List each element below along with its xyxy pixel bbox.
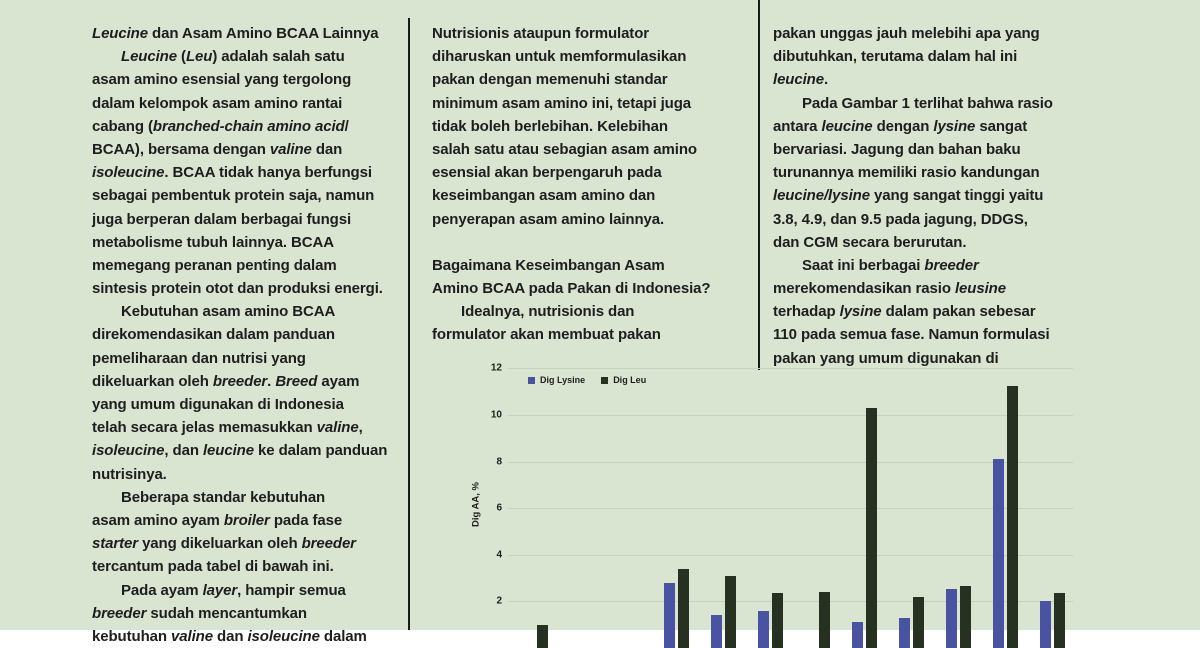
article-text-line: 110 pada semua fase. Namun formulasi (773, 326, 1050, 344)
article-text-line: sebagai pembentuk protein saja, namun (92, 187, 375, 205)
article-text-line: esensial akan berpengaruh pada (432, 164, 662, 182)
chart-y-axis-label: Dig AA, % (470, 481, 482, 528)
article-column-2 (432, 22, 752, 347)
article-text-line: antara leucine dengan lysine sangat (773, 117, 1028, 135)
bar-dig-lysine (664, 583, 675, 648)
article-text-line: tercantum pada tabel di bawah ini. (92, 558, 334, 576)
article-text-line: Idealnya, nutrisionis dan (461, 303, 635, 321)
bar-dig-lysine (711, 615, 722, 648)
article-text-line: metabolisme tubuh lainnya. BCAA (92, 233, 334, 251)
bar-dig-lysine (899, 618, 910, 648)
article-text-line: leucine. (773, 71, 829, 89)
article-text-line: terhadap lysine dalam pakan sebesar (773, 303, 1036, 321)
bar-dig-leu (819, 592, 830, 648)
article-text-line: salah satu atau sebagian asam amino (432, 140, 697, 158)
article-text-line: penyerapan asam amino lainnya. (432, 210, 665, 228)
gridline (508, 508, 1073, 509)
article-text-line: Beberapa standar kebutuhan (121, 488, 326, 506)
article-text-line: Kebutuhan asam amino BCAA (121, 303, 336, 321)
article-text-line: Pada ayam layer, hampir semua (121, 581, 346, 599)
legend-swatch-icon (528, 377, 535, 384)
y-tick-label: 8 (496, 455, 502, 467)
article-text-line: cabang (branched-chain amino acid/ (92, 117, 349, 135)
article-text-line: juga berperan dalam berbagai fungsi (92, 210, 352, 228)
legend-item-dig-lysine (528, 375, 585, 385)
article-text-line: nutrisinya. (92, 465, 167, 483)
gridline (508, 415, 1073, 416)
y-tick-label: 12 (490, 362, 502, 374)
article-text-line: pemeliharaan dan nutrisi yang (92, 349, 306, 367)
article-text-line: dan CGM secara berurutan. (773, 233, 967, 251)
article-text-line: kebutuhan valine dan isoleucine dalam (92, 627, 367, 645)
bar-dig-leu (1007, 386, 1018, 648)
bar-dig-lysine (1040, 601, 1051, 648)
bar-dig-leu (537, 625, 548, 648)
paragraph-spacer (432, 231, 752, 254)
legend-item-dig-leu (601, 375, 646, 385)
article-column-3 (773, 22, 1093, 370)
article-text-line: pakan yang umum digunakan di (773, 349, 999, 367)
bar-dig-leu (866, 408, 877, 648)
article-text-line: dibutuhkan, terutama dalam hal ini (773, 48, 1018, 66)
article-text-line: BCAA), bersama dengan valine dan (92, 140, 343, 158)
article-column-1 (92, 22, 412, 648)
article-text-line: asam amino ayam broiler pada fase (92, 511, 343, 529)
article-text-line: yang umum digunakan di Indonesia (92, 396, 344, 413)
article-text-line: dalam kelompok asam amino rantai (92, 94, 343, 112)
bar-dig-leu (725, 576, 736, 648)
article-text-line: asam amino esensial yang tergolong (92, 71, 352, 89)
article-heading-line: Bagaimana Keseimbangan Asam (432, 256, 665, 274)
article-text-line: direkomendasikan dalam panduan (92, 326, 335, 344)
bar-dig-lysine (946, 589, 957, 648)
article-text-line: isoleucine, dan leucine ke dalam panduan (92, 442, 388, 460)
article-text-line: starter yang dikeluarkan oleh breeder (92, 535, 356, 553)
article-text-line: dikeluarkan oleh breeder. Breed ayam (92, 372, 360, 390)
article-text-line: sintesis protein otot dan produksi energi. (92, 280, 383, 298)
y-tick-label: 2 (496, 595, 502, 607)
gridline (508, 601, 1073, 602)
article-text-line: telah secara jelas memasukkan valine, (92, 419, 363, 437)
article-text-line: pakan unggas jauh melebihi apa yang (773, 25, 1040, 42)
article-text-line: Nutrisionis ataupun formulator (432, 25, 650, 42)
column-divider (408, 18, 410, 630)
article-text-line: turunannya memiliki rasio kandungan (773, 164, 1040, 182)
legend-swatch-icon (601, 377, 608, 384)
gridline (508, 555, 1073, 556)
article-text-line: 3.8, 4.9, dan 9.5 pada jagung, DDGS, (773, 210, 1028, 228)
article-text-line: isoleucine. BCAA tidak hanya berfungsi (92, 164, 372, 182)
bar-dig-leu (1054, 593, 1065, 648)
article-text-line: breeder sudah mencantumkan (92, 604, 307, 622)
bar-dig-leu (913, 597, 924, 648)
article-text-line: merekomendasikan rasio leusine (773, 280, 1006, 298)
article-text-line: keseimbangan asam amino dan (432, 187, 656, 205)
bar-dig-leu (678, 569, 689, 648)
bar-dig-leu (772, 593, 783, 648)
bar-dig-leu (960, 586, 971, 648)
bar-dig-lysine (758, 611, 769, 648)
article-text-line: Saat ini berbagai breeder (802, 256, 979, 274)
article-text-line: leucine/lysine yang sangat tinggi yaitu (773, 187, 1044, 205)
legend-label: Dig Leu (613, 375, 647, 385)
article-text-line: minimum asam amino ini, tetapi juga (432, 94, 692, 112)
article-heading-line: Amino BCAA pada Pakan di Indonesia? (432, 280, 711, 298)
legend-label: Dig Lysine (540, 375, 586, 385)
chart-legend (528, 375, 646, 385)
column-divider (758, 0, 760, 370)
y-tick-label: 10 (490, 409, 502, 421)
y-tick-label: 4 (496, 549, 502, 561)
y-tick-label: 6 (496, 502, 502, 514)
article-text-line: diharuskan untuk memformulasikan (432, 48, 687, 66)
bar-dig-lysine (852, 622, 863, 648)
article-text-line: bervariasi. Jagung dan bahan baku (773, 140, 1021, 158)
article-text-line: memegang peranan penting dalam (92, 256, 337, 274)
bar-dig-lysine (993, 459, 1004, 648)
gridline (508, 462, 1073, 463)
article-text-line: tidak boleh berlebihan. Kelebihan (432, 117, 668, 135)
article-heading-line: Leucine dan Asam Amino BCAA Lainnya (92, 25, 379, 42)
article-text-line: formulator akan membuat pakan (432, 326, 661, 344)
article-text-line: Pada Gambar 1 terlihat bahwa rasio (802, 94, 1053, 112)
article-text-line: pakan dengan memenuhi standar (432, 71, 668, 89)
article-text-line: Leucine (Leu) adalah salah satu (121, 48, 345, 66)
